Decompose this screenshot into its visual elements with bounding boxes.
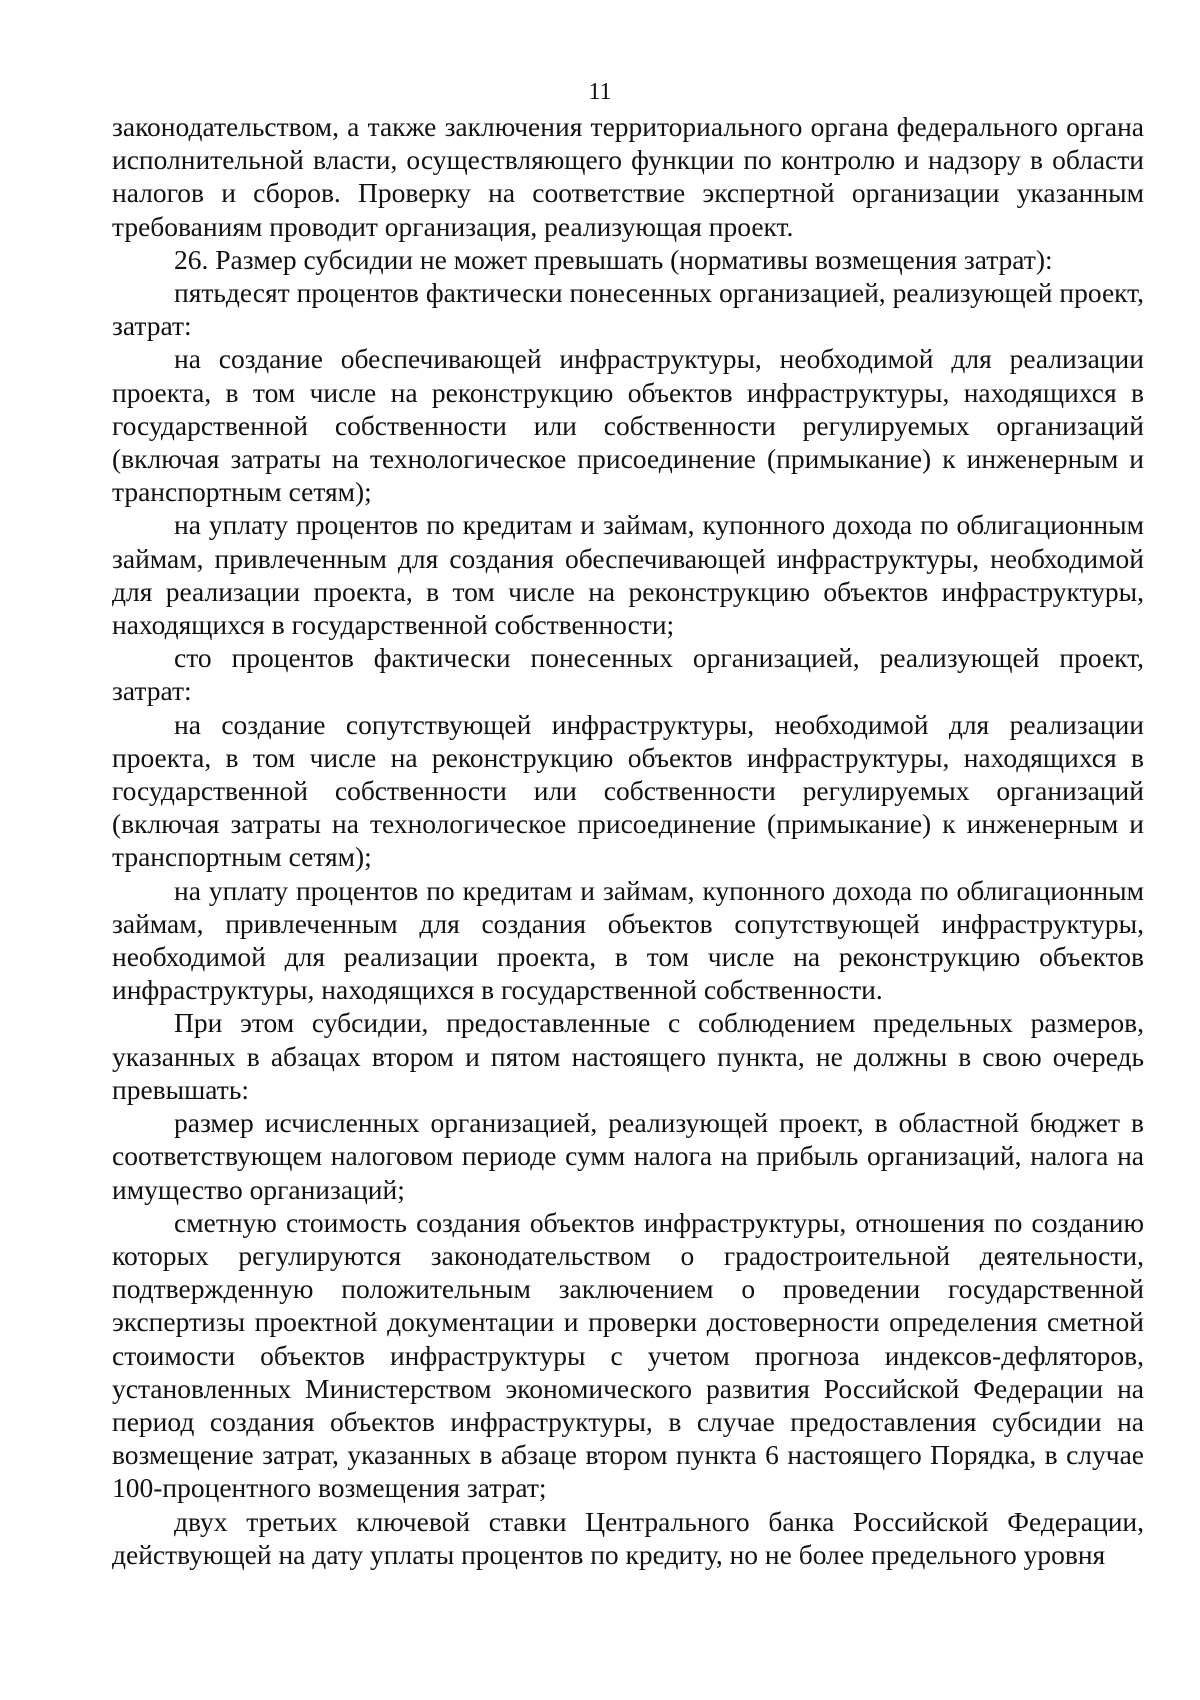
page-number: 11: [588, 79, 612, 105]
paragraph-2: 26. Размер субсидии не может превышать (нормативы возмещения затрат):: [174, 243, 1053, 275]
paragraph-9: При этом субсидии, предоставленные с соблюдением предельных размеров, указанных в абзацах втором и пятом настоящего пункта, не должны в свою очередь превышать:: [112, 1007, 1144, 1105]
paragraph-8: на уплату процентов по кредитам и займам, купонного дохода по облигационным займам, привлеченным для создания объектов сопутствующей инфраструктуры, необходимой для реализации проекта, в том числе на реконструкцию объектов инфраструктуры, находящихся в государственной собственности.: [112, 874, 1144, 1006]
paragraph-11: сметную стоимость создания объектов инфраструктуры, отношения по созданию которых регулируются законодательством о градостроительной деятельности, подтвержденную положительным заключением о проведении государственной экспертизы проектной документации и проверки достоверности определения сметной стоимости объектов инфраструктуры с учетом прогноза индексов-дефляторов, установленных Министерством экономического развития Российской Федерации на период создания объектов инфраструктуры, в случае предоставления субсидии на возмещение затрат, указанных в абзаце втором пункта 6 настоящего Порядка, в случае 100-процентного возмещения затрат;: [112, 1206, 1144, 1504]
paragraph-6: сто процентов фактически понесенных организацией, реализующей проект, затрат:: [112, 642, 1144, 707]
document-body: [112, 110, 1144, 1571]
paragraph-5: на уплату процентов по кредитам и займам, купонного дохода по облигационным займам, привлеченным для создания обеспечивающей инфраструктуры, необходимой для реализации проекта, в том числе на реконструкцию объектов инфраструктуры, находящихся в государственной собственности;: [112, 509, 1144, 641]
paragraph-3: пятьдесят процентов фактически понесенных организацией, реализующей проект, затрат:: [112, 277, 1144, 342]
paragraph-4: на создание обеспечивающей инфраструктуры, необходимой для реализации проекта, в том числе на реконструкцию объектов инфраструктуры, находящихся в государственной собственности или собственности регулируемых организаций (включая затраты на технологическое присоединение (примыкание) к инженерным и транспортным сетям);: [112, 343, 1144, 508]
paragraph-10: размер исчисленных организацией, реализующей проект, в областной бюджет в соответствующем налоговом периоде сумм налога на прибыль организаций, налога на имущество организаций;: [112, 1107, 1144, 1205]
paragraph-1: законодательством, а также заключения территориального органа федерального органа исполнительной власти, осуществляющего функции по контролю и надзору в области налогов и сборов. Проверку на соответствие экспертной организации указанным требованиям проводит организация, реализующая проект.: [112, 111, 1144, 242]
paragraph-7: на создание сопутствующей инфраструктуры, необходимой для реализации проекта, в том числе на реконструкцию объектов инфраструктуры, находящихся в государственной собственности или собственности регулируемых организаций (включая затраты на технологическое присоединение (примыкание) к инженерным и транспортным сетям);: [112, 708, 1144, 873]
paragraph-12: двух третьих ключевой ставки Центрального банка Российской Федерации, действующей на дату уплаты процентов по кредиту, но не более предельного уровня: [112, 1505, 1144, 1570]
